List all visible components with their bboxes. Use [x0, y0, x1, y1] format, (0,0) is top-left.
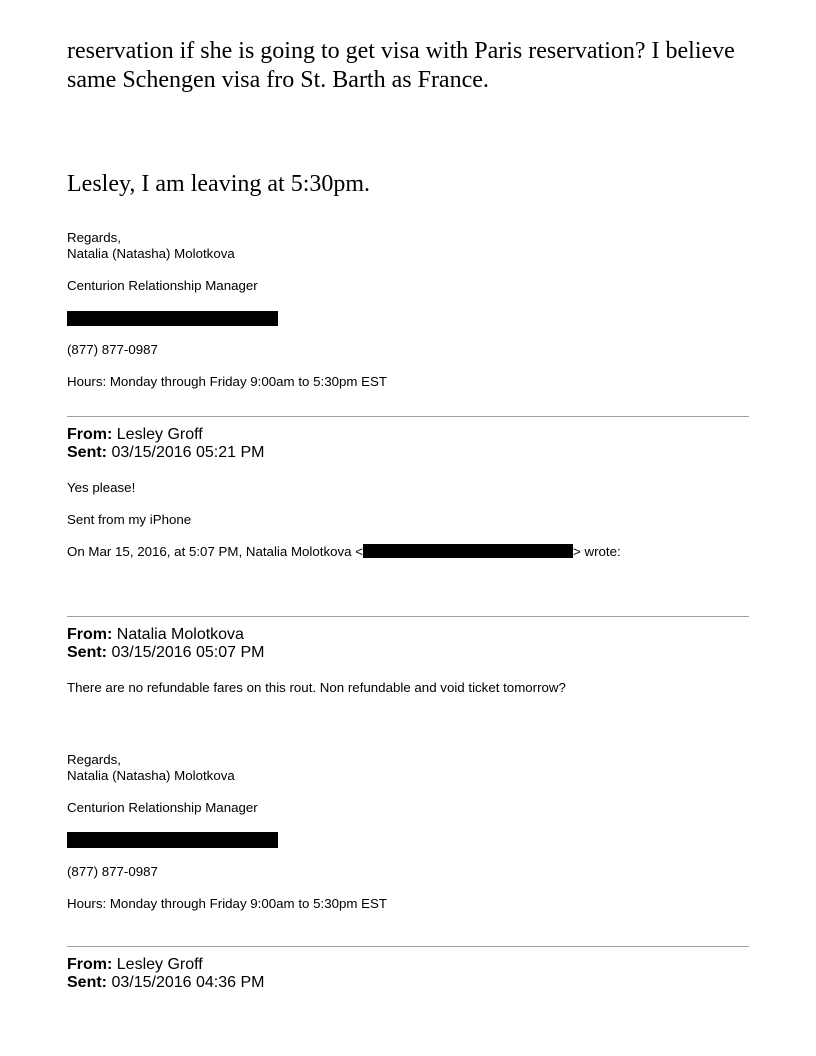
- email-from-line: [67, 626, 244, 644]
- redacted-block: [67, 311, 278, 326]
- sent-label: Sent:: [67, 644, 107, 661]
- message-divider: [67, 616, 749, 617]
- signature-regards: Regards,: [67, 230, 121, 245]
- email-from-value: Lesley Groff: [116, 956, 203, 973]
- quote-line: [67, 544, 621, 560]
- email-from-line: [67, 426, 203, 444]
- signature-title: Centurion Relationship Manager: [67, 800, 258, 815]
- redacted-email: [363, 544, 573, 558]
- email-from-value: Lesley Groff: [116, 426, 203, 443]
- from-label: From:: [67, 426, 113, 443]
- sent-label: Sent:: [67, 974, 107, 991]
- email-thread-page: [67, 0, 749, 1056]
- signature-phone: (877) 877-0987: [67, 342, 158, 357]
- sent-label: Sent:: [67, 444, 107, 461]
- quote-prefix: On Mar 15, 2016, at 5:07 PM, Natalia Molotkova <: [67, 544, 364, 559]
- from-label: From:: [67, 956, 113, 973]
- email-from-value: Natalia Molotkova: [116, 626, 244, 643]
- device-note: Sent from my iPhone: [67, 512, 192, 527]
- redacted-block: [67, 832, 278, 848]
- email-body: There are no refundable fares on this rout. Non refundable and void ticket tomorrow?: [67, 680, 566, 695]
- signature-phone: (877) 877-0987: [67, 864, 158, 879]
- signature-name: Natalia (Natasha) Molotkova: [67, 246, 235, 261]
- email-sent-value: 03/15/2016 04:36 PM: [111, 974, 265, 991]
- signature-hours: Hours: Monday through Friday 9:00am to 5:30pm EST: [67, 374, 388, 389]
- signature-hours: Hours: Monday through Friday 9:00am to 5:30pm EST: [67, 896, 388, 911]
- email-sent-line: [67, 644, 264, 662]
- email-sent-value: 03/15/2016 05:21 PM: [111, 444, 265, 461]
- message-divider: [67, 946, 749, 947]
- top-paragraph: reservation if she is going to get visa with Paris reservation? I believe same Schengen visa fro St. Barth as France.: [67, 38, 735, 93]
- from-label: From:: [67, 626, 113, 643]
- signature-regards: Regards,: [67, 752, 121, 767]
- email-sent-line: [67, 444, 264, 462]
- email-from-line: [67, 956, 203, 974]
- email-sent-value: 03/15/2016 05:07 PM: [111, 644, 265, 661]
- message-divider: [67, 416, 749, 417]
- email-sent-line: [67, 974, 264, 992]
- quote-suffix: > wrote:: [573, 544, 621, 559]
- email-body: Yes please!: [67, 480, 136, 495]
- signature-name: Natalia (Natasha) Molotkova: [67, 768, 235, 783]
- signature-title: Centurion Relationship Manager: [67, 278, 258, 293]
- leaving-line: Lesley, I am leaving at 5:30pm.: [67, 171, 371, 197]
